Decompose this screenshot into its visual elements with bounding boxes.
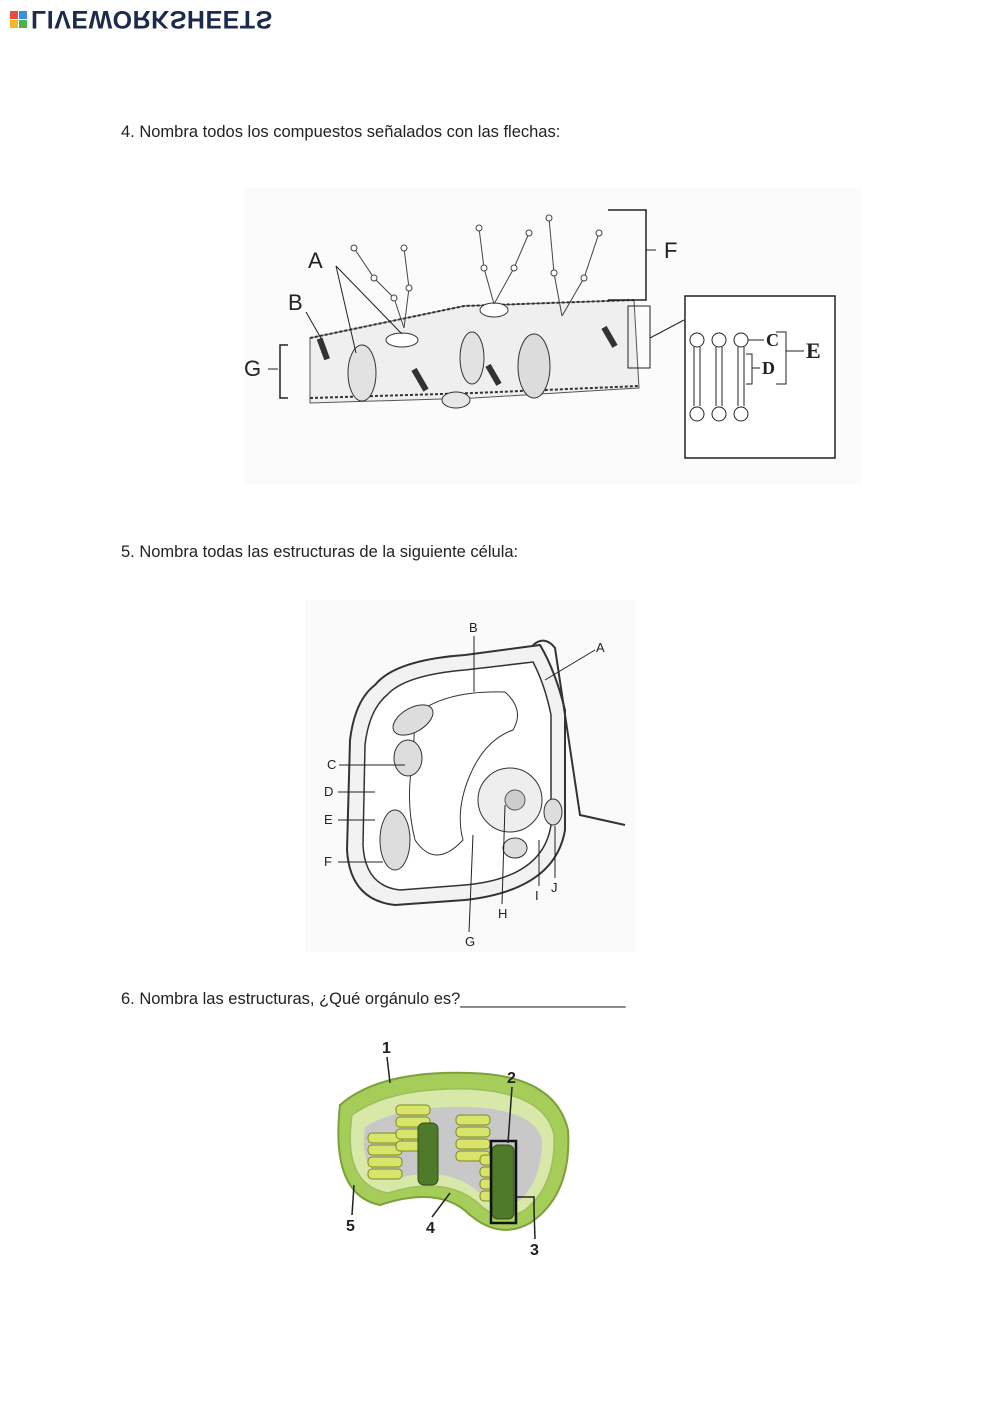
- cell-label-f: F: [324, 854, 332, 869]
- cell-label-i: I: [535, 888, 539, 903]
- logo-text: LIVEWORKSHEETS: [31, 5, 273, 33]
- question-5-text: 5. Nombra todas las estructuras de la siguiente célula:: [121, 543, 519, 561]
- cell-label-h: H: [498, 906, 508, 921]
- cell-label-g: G: [465, 934, 476, 949]
- membrane-label-f: F: [664, 238, 678, 263]
- chloroplast-label-2: 2: [507, 1070, 516, 1087]
- membrane-label-b: B: [288, 290, 303, 315]
- cell-label-e: E: [324, 812, 333, 827]
- liveworksheets-logo: [10, 6, 273, 32]
- question-6-text: [121, 990, 626, 1009]
- membrane-label-e: E: [806, 338, 821, 363]
- cell-label-d: D: [324, 784, 334, 799]
- chloroplast-label-3: 3: [530, 1242, 539, 1259]
- answer-blank[interactable]: __________________: [460, 990, 626, 1008]
- question-6-prompt: 6. Nombra las estructuras, ¿Qué orgánulo es?: [121, 990, 461, 1008]
- cell-label-b: B: [469, 620, 478, 635]
- plant-cell-diagram: [305, 600, 635, 952]
- cell-label-c: C: [327, 757, 337, 772]
- membrane-label-d: D: [762, 358, 775, 378]
- membrane-label-c: C: [766, 330, 779, 350]
- chloroplast-diagram: [320, 1035, 580, 1260]
- chloroplast-label-4: 4: [426, 1220, 435, 1237]
- question-4-text: 4. Nombra todos los compuestos señalados con las flechas:: [121, 123, 561, 141]
- cell-label-j: J: [551, 880, 558, 895]
- membrane-diagram: [244, 188, 862, 484]
- chloroplast-label-5: 5: [346, 1218, 355, 1235]
- membrane-label-a: A: [308, 248, 323, 273]
- membrane-label-g: G: [244, 356, 262, 381]
- logo-blocks-icon: [10, 11, 27, 28]
- chloroplast-label-1: 1: [382, 1040, 391, 1057]
- cell-label-a: A: [596, 640, 605, 655]
